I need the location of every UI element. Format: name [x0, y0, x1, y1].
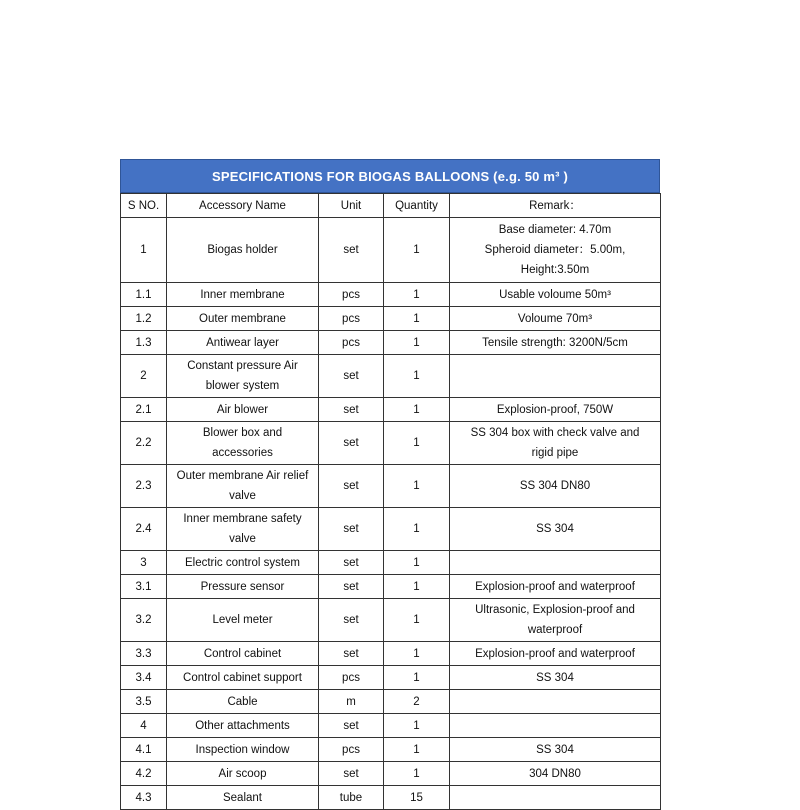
table-row — [121, 398, 661, 422]
cell-quantity: 1 — [384, 714, 450, 738]
cell-remark — [450, 714, 661, 738]
cell-unit: m — [319, 690, 384, 714]
cell-sno: 4.3 — [121, 786, 167, 810]
header-unit: Unit — [319, 194, 384, 218]
cell-remark — [450, 690, 661, 714]
cell-unit: set — [319, 599, 384, 642]
remark-line: Tensile strength: 3200N/5cm — [482, 336, 628, 349]
table-row — [121, 738, 661, 762]
remark-line: Height:3.50m — [520, 264, 590, 276]
cell-accessory-name: Air scoop — [167, 762, 319, 786]
remark-line: Explosion-proof and waterproof — [475, 647, 635, 660]
header-quantity: Quantity — [384, 194, 450, 218]
table-row — [121, 283, 661, 307]
cell-remark — [450, 331, 661, 355]
cell-sno: 2.1 — [121, 398, 167, 422]
table-row — [121, 218, 661, 283]
cell-quantity: 1 — [384, 666, 450, 690]
header-accessory-name: Accessory Name — [167, 194, 319, 218]
cell-unit: set — [319, 714, 384, 738]
cell-quantity: 2 — [384, 690, 450, 714]
cell-unit: set — [319, 642, 384, 666]
remark-line: SS 304 — [536, 743, 574, 756]
cell-unit: pcs — [319, 283, 384, 307]
cell-sno: 3.5 — [121, 690, 167, 714]
cell-sno: 4.2 — [121, 762, 167, 786]
spec-sheet — [120, 159, 660, 810]
cell-accessory-name: Blower box and accessories — [167, 422, 319, 465]
table-row — [121, 465, 661, 508]
cell-unit: pcs — [319, 307, 384, 331]
table-row — [121, 422, 661, 465]
cell-unit: set — [319, 398, 384, 422]
cell-remark — [450, 575, 661, 599]
cell-quantity: 1 — [384, 575, 450, 599]
remark-line: SS 304 box with check valve and — [470, 427, 640, 439]
table-title: SPECIFICATIONS FOR BIOGAS BALLOONS (e.g. 50 m³ ) — [120, 159, 660, 193]
cell-accessory-name: Antiwear layer — [167, 331, 319, 355]
cell-sno: 3.3 — [121, 642, 167, 666]
remark-line: Explosion-proof, 750W — [496, 403, 614, 416]
remark-line: Base diameter: 4.70m — [498, 224, 612, 236]
cell-quantity: 1 — [384, 422, 450, 465]
cell-remark — [450, 666, 661, 690]
cell-unit: tube — [319, 786, 384, 810]
cell-accessory-name: Electric control system — [167, 551, 319, 575]
remark-line: SS 304 — [536, 523, 574, 535]
cell-remark — [450, 465, 661, 508]
cell-accessory-name: Constant pressure Air blower system — [167, 355, 319, 398]
cell-quantity: 15 — [384, 786, 450, 810]
cell-accessory-name: Other attachments — [167, 714, 319, 738]
table-row — [121, 642, 661, 666]
cell-remark — [450, 642, 661, 666]
header-sno: S NO. — [121, 194, 167, 218]
cell-remark — [450, 599, 661, 642]
cell-unit: pcs — [319, 738, 384, 762]
cell-remark — [450, 398, 661, 422]
cell-sno: 1.3 — [121, 331, 167, 355]
table-row — [121, 762, 661, 786]
table-row — [121, 307, 661, 331]
remark-line: 304 DN80 — [529, 767, 581, 780]
cell-sno: 3.4 — [121, 666, 167, 690]
cell-remark — [450, 508, 661, 551]
cell-quantity: 1 — [384, 508, 450, 551]
cell-remark — [450, 422, 661, 465]
cell-accessory-name: Inspection window — [167, 738, 319, 762]
header-row — [121, 194, 661, 218]
table-body — [121, 218, 661, 810]
cell-unit: set — [319, 355, 384, 398]
table-row — [121, 575, 661, 599]
cell-sno: 3.2 — [121, 599, 167, 642]
remark-line: Spheroid diameter：5.00m, — [484, 244, 626, 256]
cell-remark — [450, 786, 661, 810]
cell-sno: 1 — [121, 218, 167, 283]
cell-accessory-name: Outer membrane Air relief valve — [167, 465, 319, 508]
cell-accessory-name: Pressure sensor — [167, 575, 319, 599]
cell-quantity: 1 — [384, 642, 450, 666]
cell-accessory-name: Cable — [167, 690, 319, 714]
cell-remark — [450, 218, 661, 283]
cell-remark — [450, 283, 661, 307]
cell-remark — [450, 762, 661, 786]
table-row — [121, 331, 661, 355]
cell-sno: 1.1 — [121, 283, 167, 307]
cell-sno: 2.3 — [121, 465, 167, 508]
cell-unit: set — [319, 762, 384, 786]
remark-line: Usable voloume 50m³ — [499, 288, 611, 301]
table-row — [121, 599, 661, 642]
cell-unit: set — [319, 508, 384, 551]
cell-unit: set — [319, 575, 384, 599]
cell-sno: 2.4 — [121, 508, 167, 551]
cell-quantity: 1 — [384, 599, 450, 642]
cell-unit: pcs — [319, 331, 384, 355]
cell-sno: 4.1 — [121, 738, 167, 762]
cell-sno: 3 — [121, 551, 167, 575]
cell-sno: 2.2 — [121, 422, 167, 465]
cell-accessory-name: Control cabinet support — [167, 666, 319, 690]
cell-remark — [450, 355, 661, 398]
cell-sno: 4 — [121, 714, 167, 738]
cell-quantity: 1 — [384, 738, 450, 762]
cell-unit: set — [319, 218, 384, 283]
cell-quantity: 1 — [384, 465, 450, 508]
remark-line: rigid pipe — [531, 447, 579, 459]
remark-line: Explosion-proof and waterproof — [475, 580, 635, 593]
cell-sno: 3.1 — [121, 575, 167, 599]
cell-sno: 1.2 — [121, 307, 167, 331]
cell-quantity: 1 — [384, 307, 450, 331]
cell-accessory-name: Control cabinet — [167, 642, 319, 666]
cell-quantity: 1 — [384, 218, 450, 283]
table-row — [121, 551, 661, 575]
table-row — [121, 714, 661, 738]
cell-accessory-name: Level meter — [167, 599, 319, 642]
cell-remark — [450, 307, 661, 331]
cell-quantity: 1 — [384, 762, 450, 786]
cell-unit: pcs — [319, 666, 384, 690]
cell-sno: 2 — [121, 355, 167, 398]
cell-unit: set — [319, 551, 384, 575]
remark-line: Ultrasonic, Explosion-proof and — [475, 604, 635, 616]
cell-accessory-name: Air blower — [167, 398, 319, 422]
cell-unit: set — [319, 465, 384, 508]
spec-table — [120, 193, 661, 810]
remark-line: SS 304 DN80 — [519, 480, 591, 492]
cell-accessory-name: Inner membrane — [167, 283, 319, 307]
cell-unit: set — [319, 422, 384, 465]
cell-accessory-name: Sealant — [167, 786, 319, 810]
cell-quantity: 1 — [384, 331, 450, 355]
remark-line: Voloume 70m³ — [517, 312, 593, 325]
remark-line: SS 304 — [536, 671, 574, 684]
table-row — [121, 786, 661, 810]
cell-accessory-name: Inner membrane safety valve — [167, 508, 319, 551]
remark-line: waterproof — [527, 624, 583, 636]
cell-quantity: 1 — [384, 551, 450, 575]
cell-accessory-name: Biogas holder — [167, 218, 319, 283]
cell-quantity: 1 — [384, 283, 450, 307]
cell-remark — [450, 551, 661, 575]
cell-quantity: 1 — [384, 398, 450, 422]
header-remark: Remark： — [450, 194, 661, 218]
table-row — [121, 508, 661, 551]
table-row — [121, 690, 661, 714]
table-row — [121, 666, 661, 690]
cell-remark — [450, 738, 661, 762]
cell-accessory-name: Outer membrane — [167, 307, 319, 331]
table-row — [121, 355, 661, 398]
cell-quantity: 1 — [384, 355, 450, 398]
